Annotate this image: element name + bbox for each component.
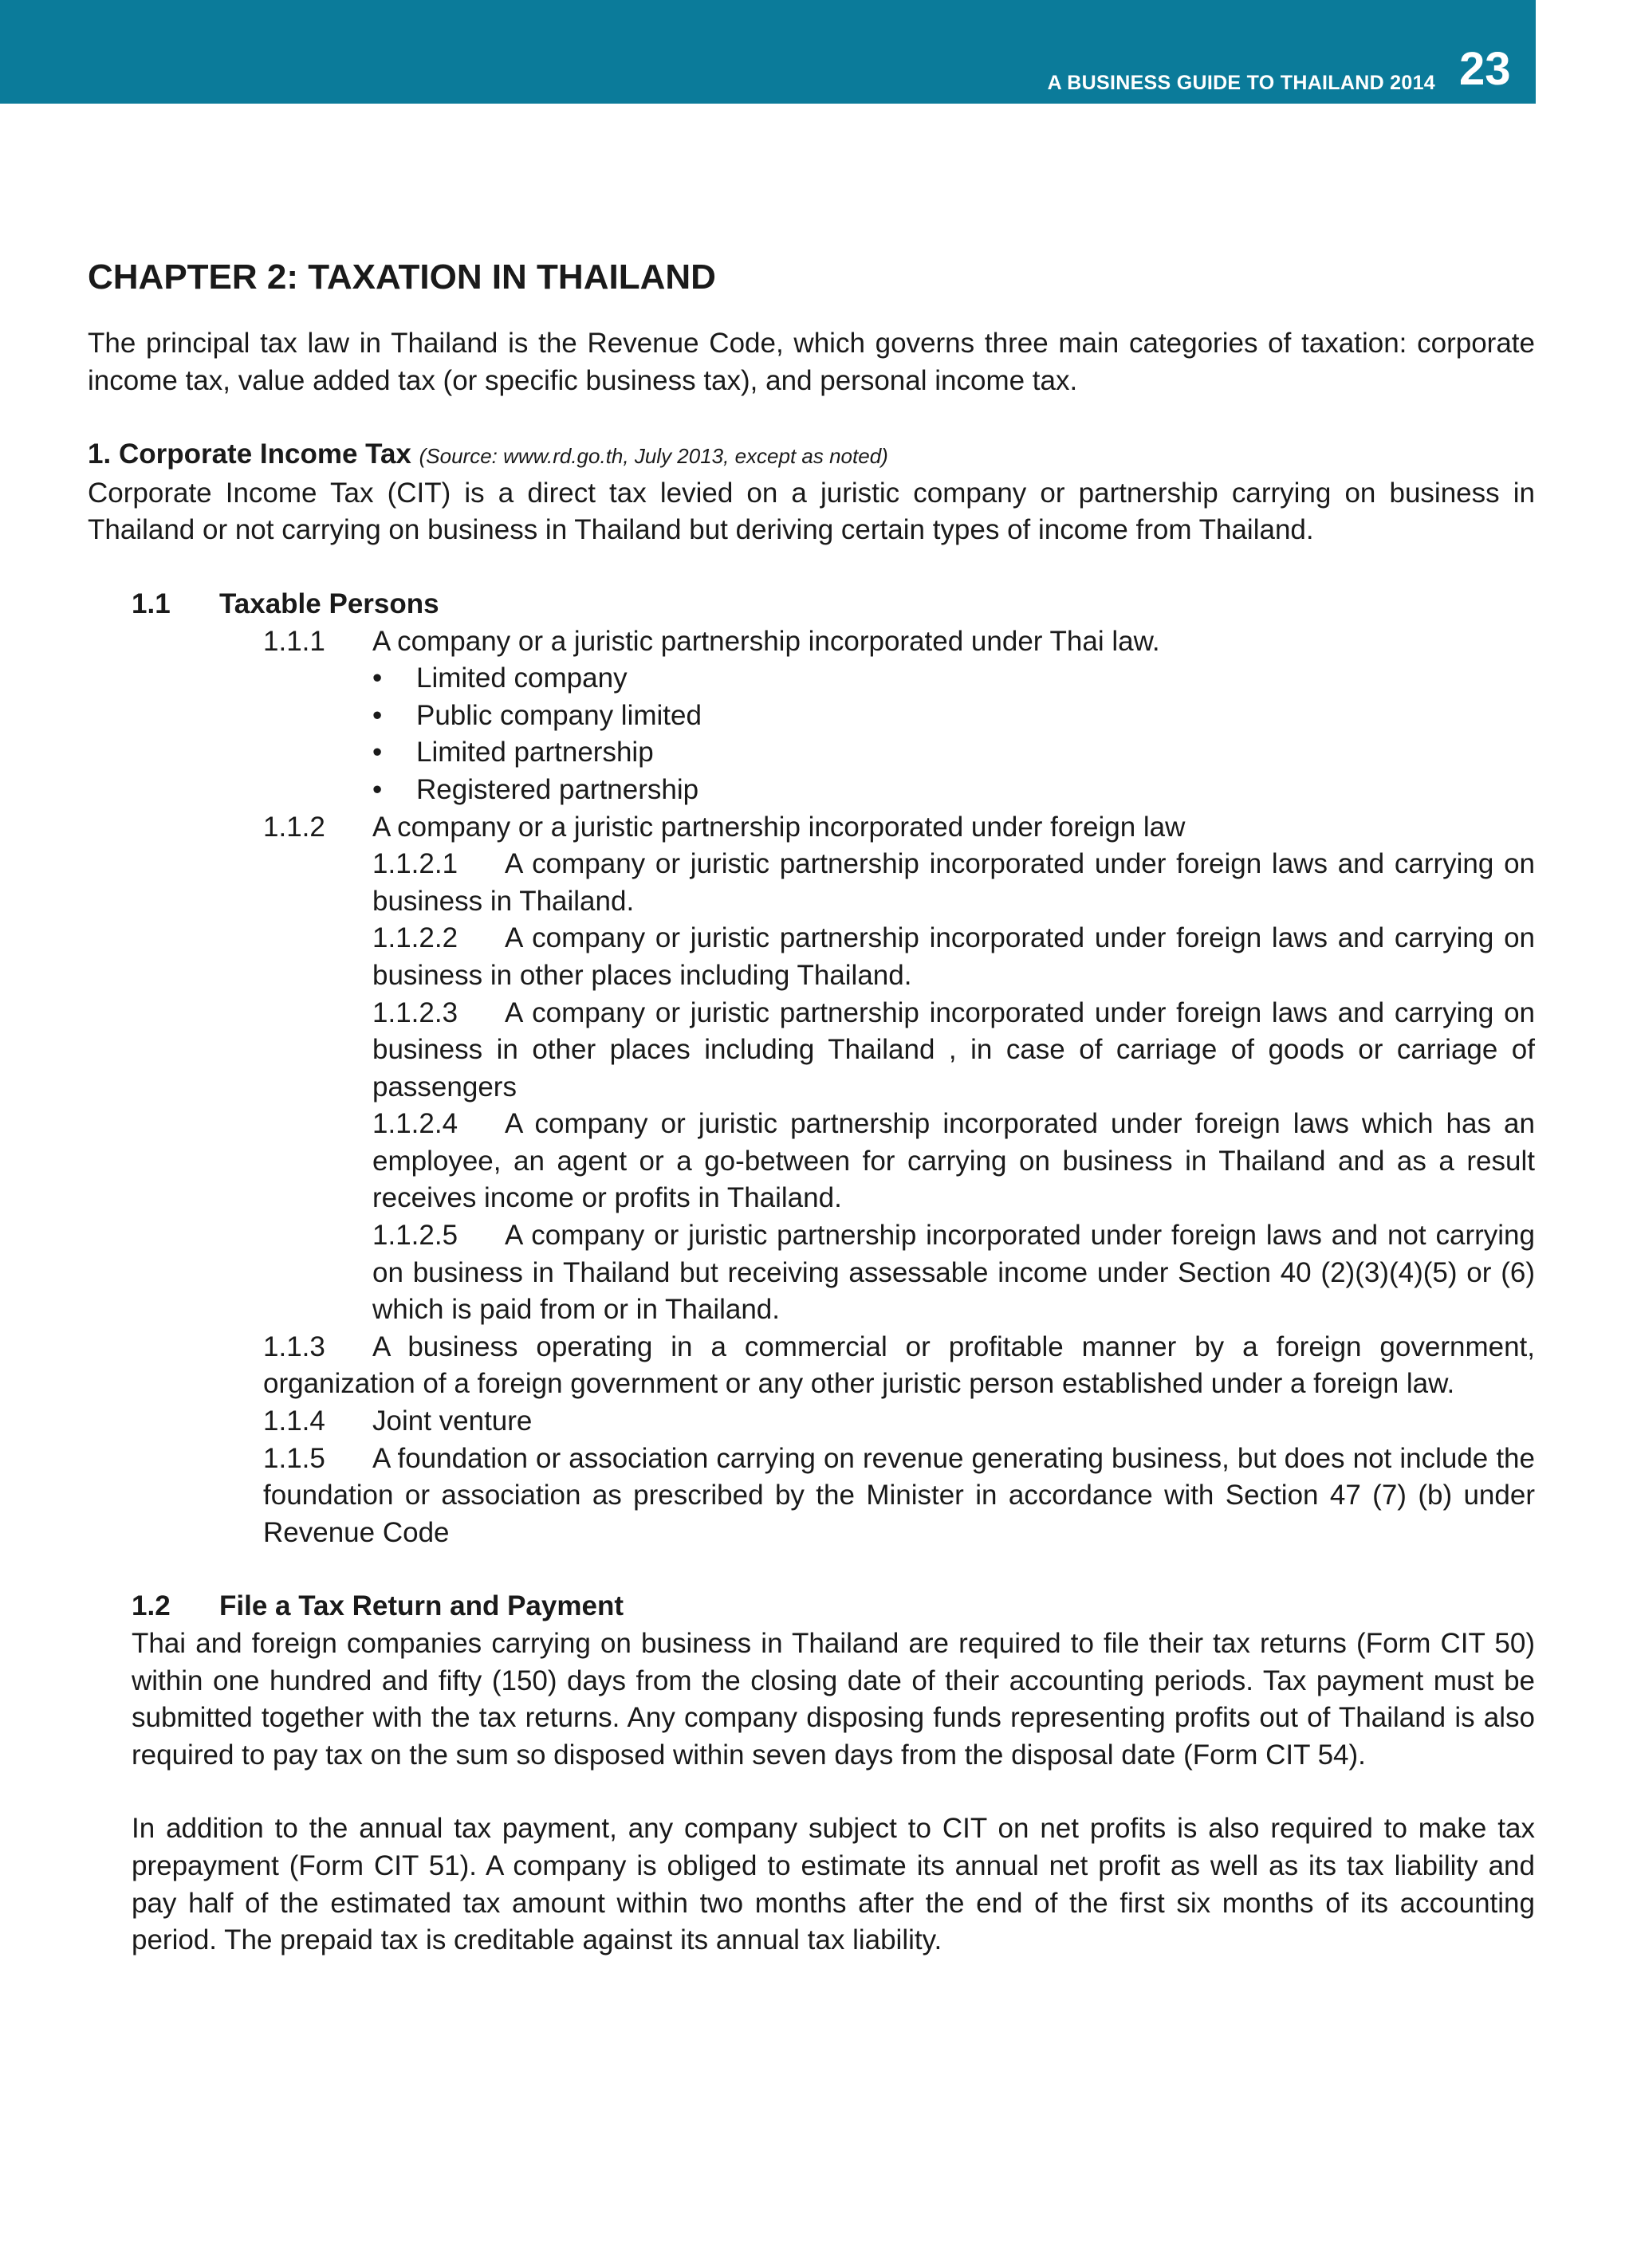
item-number: 1.1.5: [263, 1442, 325, 1474]
item-text: A company or juristic partnership incorporated under foreign laws and carrying on business in other places including Thailand , in case of carriage of goods or carriage of passengers: [372, 996, 1535, 1103]
section-1-1-heading: [132, 586, 1535, 623]
item-number: 1.1.2.5: [372, 1220, 458, 1252]
header-bar: [0, 0, 1536, 104]
section-1-2-number: 1.2: [132, 1590, 171, 1622]
list-item: • Limited company: [372, 660, 1535, 698]
chapter-title: CHAPTER 2: TAXATION IN THAILAND: [88, 257, 716, 297]
item-number: 1.1.2.2: [372, 922, 458, 954]
item-text: A foundation or association carrying on revenue generating business, but does not include the foundation or association as prescribed by the Minister in accordance with Section 47 (7) (b) under Revenue Code: [263, 1442, 1535, 1548]
section-1-title: Corporate Income Tax: [118, 438, 411, 470]
item-1-1-1: [132, 623, 1535, 661]
item-number: 1.1.2: [263, 811, 325, 843]
section-1: [88, 436, 1535, 549]
item-1-1-2: [132, 809, 1535, 847]
header-title: A BUSINESS GUIDE TO THAILAND 2014: [1047, 72, 1435, 94]
item-number: 1.1.2.1: [372, 848, 458, 880]
page-content: [88, 255, 1535, 1959]
section-1-2-para-2: In addition to the annual tax payment, any company subject to CIT on net profits is also required to make tax prepayment (Form CIT 51). A company is obliged to estimate its annual net profit as well as its tax liability and pay half of the estimated tax amount within two months after the end of the first six months of its accounting period. The prepaid tax is creditable against its annual tax liability.: [132, 1813, 1535, 1956]
section-1-number: 1.: [88, 438, 112, 470]
item-text: Joint venture: [372, 1405, 533, 1437]
item-1-1-2-5: [132, 1217, 1535, 1329]
item-1-1-4: [132, 1403, 1535, 1441]
item-text: A company or juristic partnership incorporated under foreign laws which has an employee, an agent or a go-between for carrying on business in Thailand and as a result receives income or profits in Thailand.: [372, 1108, 1535, 1214]
section-1-source: (Source: www.rd.go.th, July 2013, except as noted): [419, 444, 888, 469]
item-1-1-3: [132, 1329, 1535, 1403]
item-number: 1.1.2.4: [372, 1108, 458, 1140]
item-number: 1.1.3: [263, 1331, 325, 1362]
section-1-1-number: 1.1: [132, 588, 171, 619]
section-1-2-para-1: Thai and foreign companies carrying on business in Thailand are required to file their tax returns (Form CIT 50) within one hundred and fifty (150) days from the closing date of their accounting periods. Tax payment must be submitted together with the tax returns. Any company disposing funds representing profits out of Thailand is also required to pay tax on the sum so disposed within seven days from the disposal date (Form CIT 54).: [132, 1628, 1535, 1771]
bullet-list: [132, 660, 1535, 808]
item-1-1-2-2: [132, 920, 1535, 994]
item-number: 1.1.2.3: [372, 996, 458, 1028]
item-text: A business operating in a commercial or profitable manner by a foreign government, organization of a foreign government or any other juristic person established under a foreign law.: [263, 1331, 1535, 1400]
list-item: • Public company limited: [372, 698, 1535, 735]
section-1-2: [88, 1588, 1535, 1959]
page-number: 23: [1459, 43, 1511, 95]
item-1-1-5: [132, 1441, 1535, 1552]
section-1-2-heading: [132, 1588, 1535, 1625]
item-text: A company or juristic partnership incorporated under foreign laws and carrying on business in other places including Thailand.: [372, 922, 1535, 991]
item-number: 1.1.4: [263, 1405, 325, 1437]
list-item: • Registered partnership: [372, 772, 1535, 809]
item-1-1-2-3: [132, 995, 1535, 1106]
item-text: A company or juristic partnership incorporated under foreign laws and carrying on business in Thailand.: [372, 848, 1535, 917]
item-number: 1.1.1: [263, 625, 325, 657]
list-item: • Limited partnership: [372, 734, 1535, 772]
item-1-1-2-4: [132, 1106, 1535, 1217]
section-1-2-title: File a Tax Return and Payment: [219, 1590, 624, 1622]
item-text: A company or a juristic partnership incorporated under Thai law.: [372, 625, 1160, 657]
item-1-1-2-1: [132, 846, 1535, 920]
section-1-1: [88, 586, 1535, 1551]
item-text: A company or juristic partnership incorporated under foreign laws and not carrying on business in Thailand but receiving assessable income under Section 40 (2)(3)(4)(5) or (6) which is paid from or in Thailand.: [372, 1220, 1535, 1326]
section-1-heading: [88, 436, 1535, 475]
section-1-1-title: Taxable Persons: [219, 588, 439, 619]
item-text: A company or a juristic partnership incorporated under foreign law: [372, 811, 1186, 843]
section-1-body: Corporate Income Tax (CIT) is a direct tax levied on a juristic company or partnership carrying on business in Thailand or not carrying on business in Thailand but deriving certain types of income from Thailand.: [88, 477, 1535, 546]
chapter-intro: The principal tax law in Thailand is the Revenue Code, which governs three main categories of taxation: corporate income tax, value added tax (or specific business tax), and personal income tax.: [88, 328, 1535, 396]
